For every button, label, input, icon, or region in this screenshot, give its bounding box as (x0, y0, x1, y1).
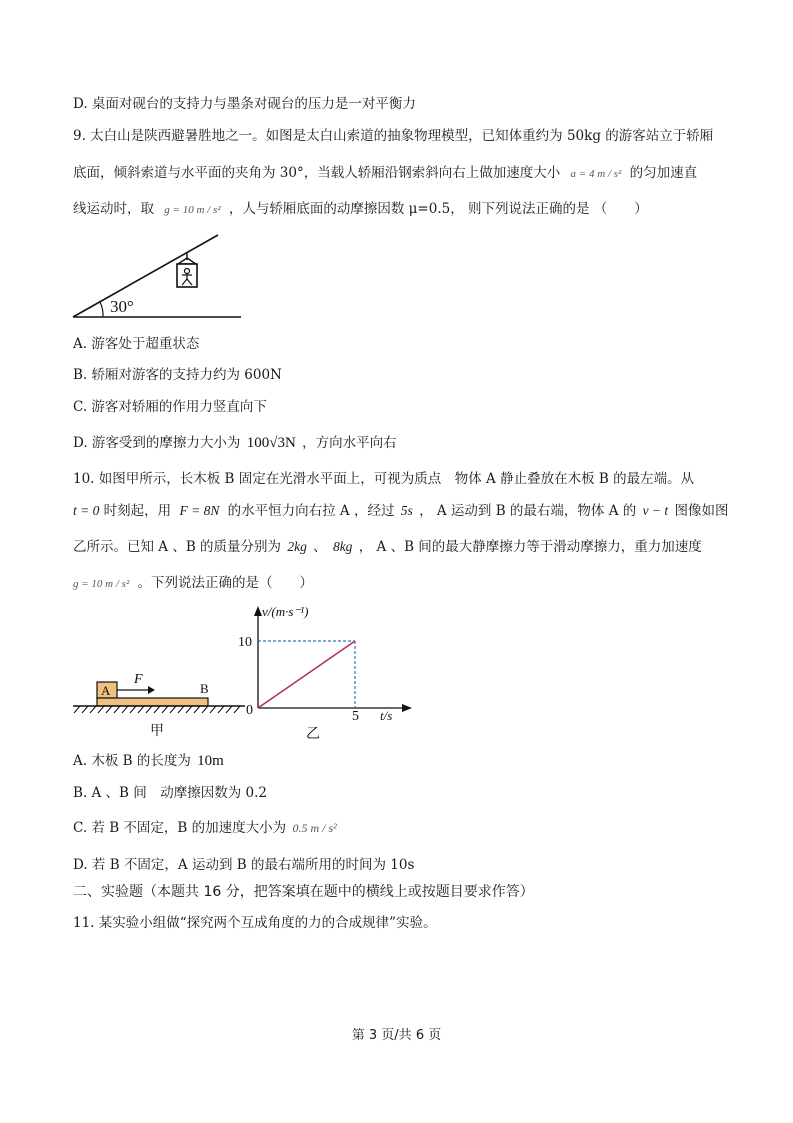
y-axis-arrowhead (254, 606, 262, 616)
board-block-figure (70, 665, 250, 745)
q10-option-a (73, 752, 224, 770)
origin-label: 0 (246, 703, 253, 718)
q10-option-b: B. A 、B 间 动摩擦因数为 0.2 (73, 785, 268, 801)
q9-option-b: B. 轿厢对游客的支持力约为 600N (73, 367, 282, 383)
board-b-label: B (200, 681, 209, 696)
q10-text: C. 若 B 不固定，B 的加速度大小为 (73, 820, 287, 836)
q9-stem-line2 (73, 164, 697, 183)
board-b (97, 698, 208, 706)
figure-caption-jia: 甲 (150, 724, 164, 739)
q10-math: t = 0 (73, 503, 100, 518)
q10-stem-line3 (73, 538, 702, 556)
q9-stem-line3 (73, 200, 648, 219)
q10-accel-math: 0.5 m / s² (292, 821, 337, 835)
q9-text: D. 游客受到的摩擦力大小为 (73, 435, 241, 451)
q10-text: 。下列说法正确的是（ ） (137, 575, 314, 591)
q10-mass-b-math: 8kg (332, 539, 353, 554)
q10-stem-line1: 10. 如图甲所示，长木板 B 固定在光滑水平面上，可视为质点 物体 A 静止叠放在木板 B 的最左端。从 (73, 471, 695, 487)
q9-text: ，人与轿厢底面的动摩擦因数 μ=0.5， 则下列说法正确的是 （ ） (228, 201, 648, 217)
q10-text: 乙所示。已知 A 、B 的质量分别为 (73, 539, 282, 555)
q10-stem-line4 (73, 574, 313, 593)
q10-force-math: F = 8N (179, 503, 220, 518)
force-label: F (134, 672, 143, 687)
q9-gravity-math: g = 10 m / s² (164, 204, 221, 216)
q10-text: ， A 运动到 B 的最右端，物体 A 的 (419, 503, 637, 519)
angle-arc (100, 302, 103, 317)
q9-option-a: A. 游客处于超重状态 (73, 336, 200, 352)
q11-stem: 11. 某实验小组做“探究两个互成角度的力的合成规律”实验。 (73, 915, 437, 931)
q10-vt-math: v − t (642, 503, 669, 518)
page-number: 第 3 页/共 6 页 (351, 1028, 442, 1043)
x-axis-arrowhead (402, 704, 412, 712)
cable-car-figure (70, 230, 250, 325)
q10-time-math: 5s (400, 503, 413, 518)
q10-stem-line2 (73, 502, 728, 520)
vt-graph (230, 600, 420, 750)
q9-acceleration-math: a = 4 m / s² (570, 168, 622, 180)
q9-option-c: C. 游客对轿厢的作用力竖直向下 (73, 399, 267, 415)
q10-text: 时刻起，用 (103, 503, 172, 519)
block-a-label: A (101, 683, 111, 698)
q10-gravity-math: g = 10 m / s² (73, 578, 130, 590)
q10-option-d: D. 若 B 不固定，A 运动到 B 的最右端所用的时间为 10s (73, 857, 415, 873)
force-arrowhead (148, 686, 155, 694)
q9-friction-math: 100√3N (246, 435, 296, 451)
x-tick-label: 5 (352, 709, 359, 724)
velocity-line (258, 641, 355, 708)
section-heading-experiment: 二、实验题（本题共 16 分，把答案填在题中的横线上或按题目要求作答） (73, 884, 534, 900)
figure-caption-yi: 乙 (306, 727, 320, 742)
q10-length-math: 10m (197, 753, 224, 769)
q9-option-d (73, 434, 397, 452)
x-axis-label: t/s (380, 708, 393, 723)
q9-stem-line1: 9. 太白山是陕西避暑胜地之一。如图是太白山索道的抽象物理模型，已知体重约为 50kg 的游客站立于轿厢 (73, 128, 714, 144)
cabin-icon (177, 253, 197, 287)
y-axis-label: v/(m·s⁻¹) (262, 604, 309, 619)
q9-text: 的匀加速直 (629, 165, 698, 181)
y-tick-label: 10 (238, 635, 252, 650)
q10-text: 图像如图 (674, 503, 729, 519)
q8-option-d: D. 桌面对砚台的支持力与墨条对砚台的压力是一对平衡力 (73, 96, 416, 112)
q10-option-c (73, 819, 337, 837)
q10-text: 的水平恒力向右拉 A ，经过 (227, 503, 395, 519)
q10-text: ， A 、B 间的最大静摩擦力等于滑动摩擦力，重力加速度 (358, 539, 702, 555)
q10-mass-a-math: 2kg (287, 539, 307, 554)
q10-text: 、 (313, 539, 327, 555)
q10-text: A. 木板 B 的长度为 (73, 753, 191, 769)
q9-text: 底面，倾斜索道与水平面的夹角为 30°，当载人轿厢沿钢索斜向右上做加速度大小 (73, 165, 561, 181)
ground-hatching (74, 706, 240, 713)
q9-text: 线运动时，取 (73, 201, 154, 217)
angle-label: 30° (110, 297, 134, 316)
q9-text: ，方向水平向右 (302, 435, 397, 451)
